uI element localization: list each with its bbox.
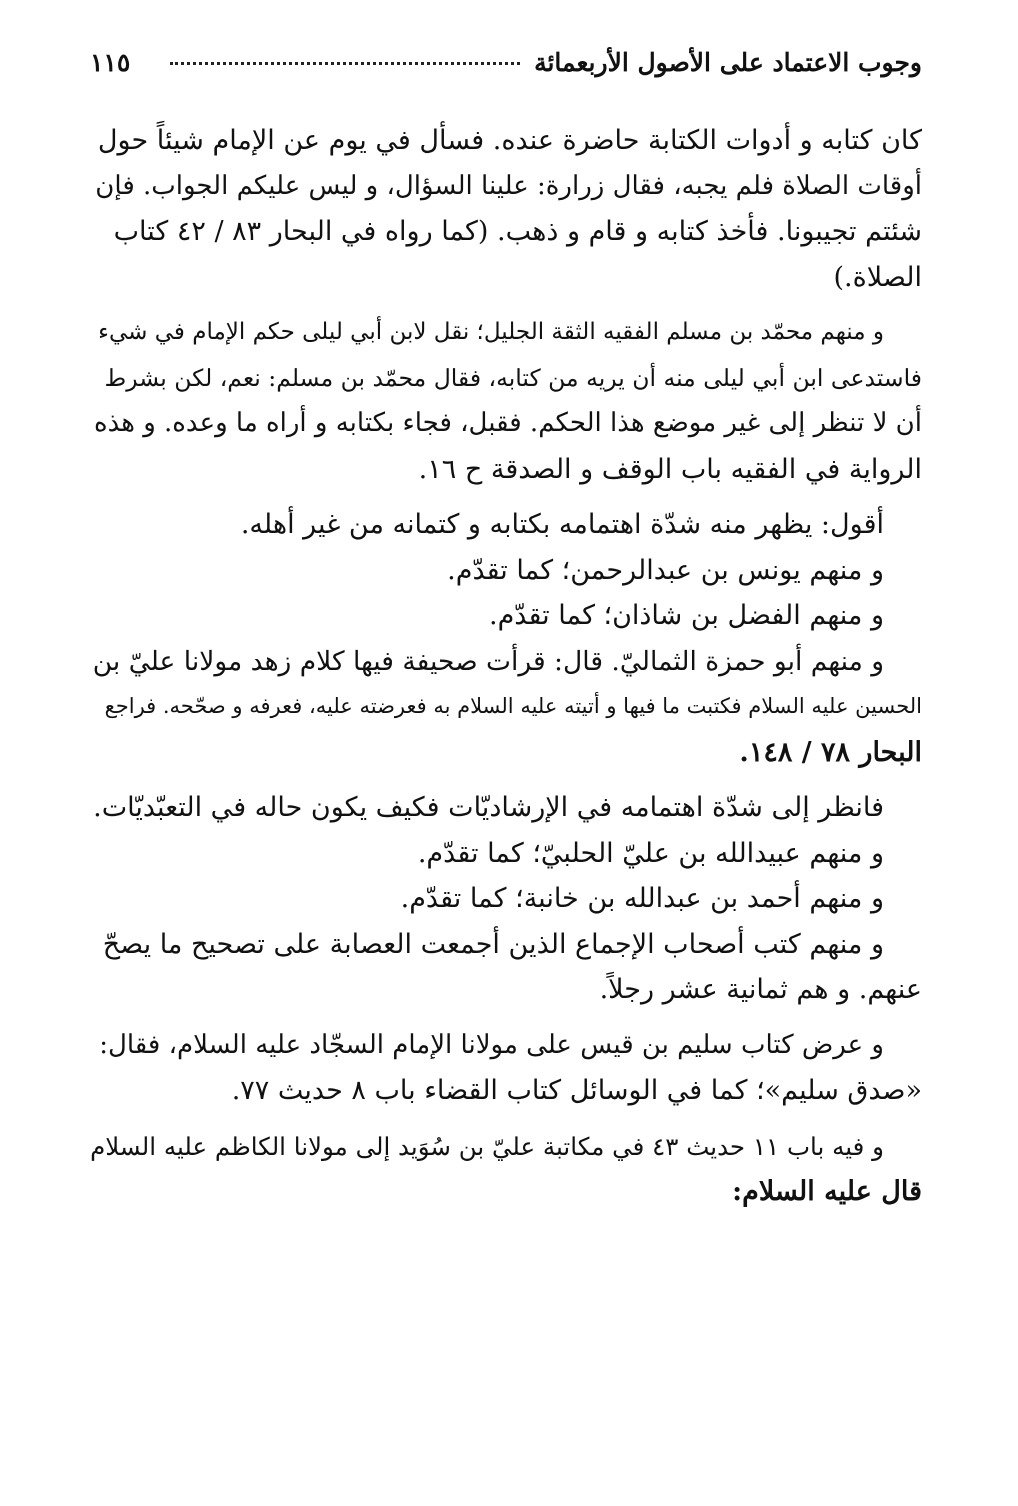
body-text <box>90 118 922 1215</box>
text-line: و منهم يونس بن عبدالرحمن؛ كما تقدّم. <box>447 554 884 586</box>
running-header <box>90 48 922 102</box>
text-line: و منهم أبو حمزة الثماليّ. قال: قرأت صحيفة فيها كلام زهد مولانا عليّ بن <box>92 645 884 677</box>
paragraph-ashab-al-ijma <box>90 922 922 1013</box>
text-line: فانظر إلى شدّة اهتمامه في الإرشاديّات فكيف يكون حاله في التعبّديّات. <box>93 792 884 823</box>
text-line: و منهم عبيدالله بن عليّ الحلبيّ؛ كما تقدّم. <box>417 837 884 869</box>
text-line: و منهم كتب أصحاب الإجماع الذين أجمعت العصابة على تصحيح ما يصحّ <box>102 928 884 960</box>
text-line: قال عليه السلام: <box>732 1176 922 1207</box>
text-line: فاستدعى ابن أبي ليلى منه أن يريه من كتابه، فقال محمّد بن مسلم: نعم، لكن بشرط <box>104 363 922 392</box>
paragraph-muhammad-bin-muslim <box>90 310 922 492</box>
text-line: الحسين عليه السلام فكتبت ما فيها و أتيته عليه السلام به فعرضته عليه، فعرفه و صحّحه. فراجع <box>104 694 922 718</box>
text-line: و عرض كتاب سليم بن قيس على مولانا الإمام السجّاد عليه السلام، فقال: <box>99 1029 884 1060</box>
text-line: كان كتابه و أدوات الكتابة حاضرة عنده. فسأل في يوم عن الإمام شيئاً حول <box>97 125 922 156</box>
text-line: «صدق سليم»؛ كما في الوسائل كتاب القضاء باب ٨ حديث ٧٧. <box>231 1075 922 1106</box>
page-number: ١١٥ <box>90 48 131 77</box>
paragraph-ali-bin-suwayd <box>90 1124 922 1215</box>
text-line: الرواية في الفقيه باب الوقف و الصدقة ح ١٦. <box>418 453 922 485</box>
leader-dots <box>170 62 520 65</box>
text-line: أقول: يظهر منه شدّة اهتمامه بكتابه و كتمانه من غير أهله. <box>240 509 884 540</box>
text-line: و منهم الفضل بن شاذان؛ كما تقدّم. <box>489 600 884 631</box>
text-line: و فيه باب ١١ حديث ٤٣ في مكاتبة عليّ بن سُوَيد إلى مولانا الكاظم عليه السلام <box>90 1131 884 1161</box>
document-page <box>90 48 922 1215</box>
paragraph-abu-hamza <box>90 639 922 776</box>
text-line: البحار ٧٨ / ١٤٨. <box>739 736 922 768</box>
running-title: وجوب الاعتماد على الأصول الأربعمائة <box>534 48 922 77</box>
text-line: و منهم محمّد بن مسلم الفقيه الثقة الجليل؛ نقل لابن أبي ليلى حكم الإمام في شيء <box>98 319 884 345</box>
text-line: أن لا تنظر إلى غير موضع هذا الحكم. فقبل، فجاء بكتابه و أراه ما وعده. و هذه <box>93 408 922 438</box>
paragraph-zurara <box>90 118 922 300</box>
text-line: الصلاة.) <box>833 261 922 293</box>
paragraph-sulaym <box>90 1023 922 1114</box>
text-line: عنهم. و هم ثمانية عشر رجلاً. <box>599 974 922 1005</box>
text-line: أوقات الصلاة فلم يجبه، فقال زرارة: علينا السؤال، و ليس عليكم الجواب. فإن <box>95 170 922 201</box>
text-line: شئتم تجيبونا. فأخذ كتابه و قام و ذهب. (كما رواه في البحار ٨٣ / ٤٢ كتاب <box>113 216 922 247</box>
text-line: و منهم أحمد بن عبدالله بن خانبة؛ كما تقدّم. <box>400 883 884 914</box>
